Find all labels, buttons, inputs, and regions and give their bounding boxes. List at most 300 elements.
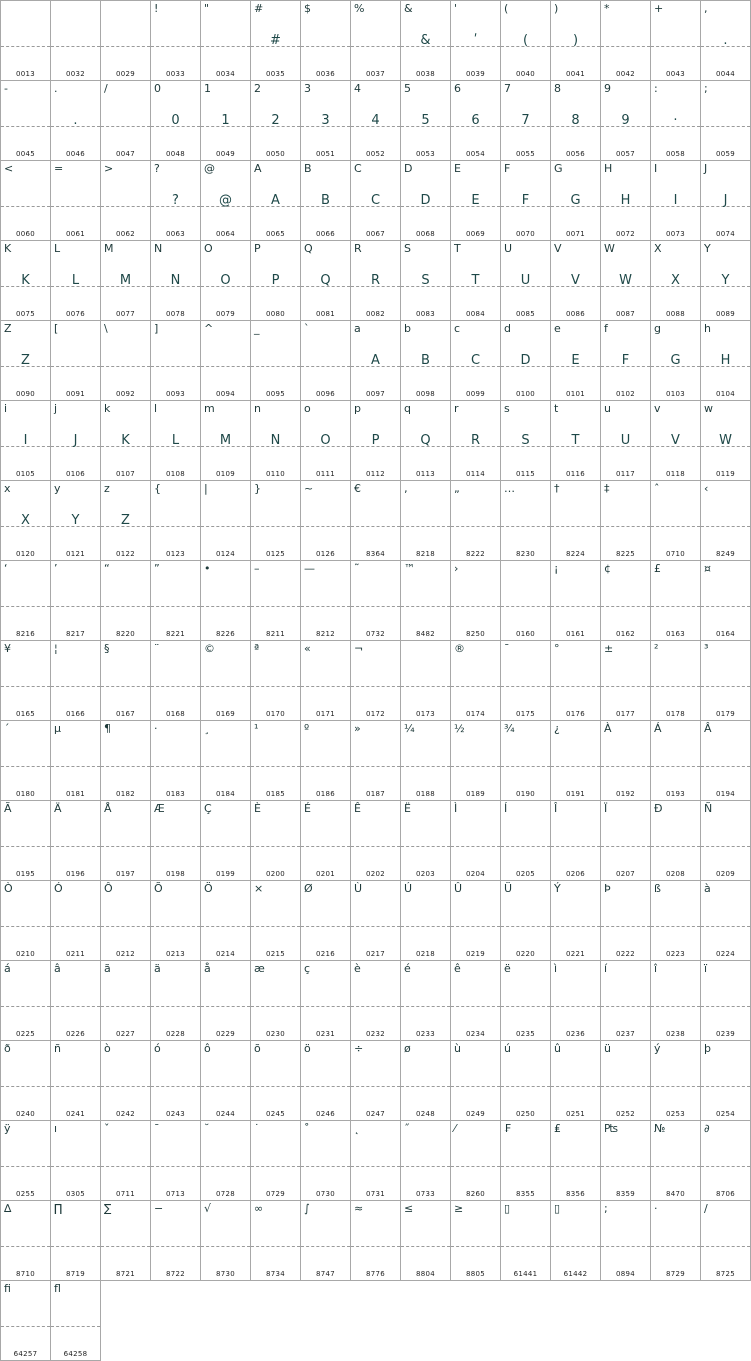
glyph-sample: N xyxy=(170,273,181,288)
baseline-divider xyxy=(451,526,500,527)
glyph-cell xyxy=(550,800,601,881)
char-code: 0104 xyxy=(715,390,735,398)
char-code: 0125 xyxy=(265,550,285,558)
char-code: 64257 xyxy=(13,1350,38,1358)
glyph-label: ‘ xyxy=(4,562,8,575)
baseline-divider xyxy=(51,846,100,847)
glyph-label: I xyxy=(654,162,658,175)
glyph-cell xyxy=(200,0,251,81)
glyph-cell xyxy=(700,400,751,481)
glyph-label: & xyxy=(404,2,413,15)
glyph-label: õ xyxy=(254,1042,261,1055)
glyph-label: ﬂ xyxy=(54,1282,61,1295)
glyph-label: Á xyxy=(654,722,662,735)
baseline-divider xyxy=(201,1086,250,1087)
glyph-label: ₧ xyxy=(604,1122,618,1135)
char-code: 8230 xyxy=(515,550,535,558)
char-code: 0200 xyxy=(265,870,285,878)
char-code: 0069 xyxy=(465,230,485,238)
char-code: 0052 xyxy=(365,150,385,158)
baseline-divider xyxy=(1,846,50,847)
glyph-sample: U xyxy=(520,273,531,288)
glyph-cell xyxy=(150,880,201,961)
glyph-label: º xyxy=(304,722,310,735)
glyph-sample: D xyxy=(420,193,431,208)
baseline-divider xyxy=(101,126,150,127)
glyph-sample: N xyxy=(270,433,281,448)
char-code: 0250 xyxy=(515,1110,535,1118)
glyph-cell xyxy=(150,1040,201,1121)
baseline-divider xyxy=(51,766,100,767)
glyph-label: 1 xyxy=(204,82,211,95)
glyph-cell xyxy=(300,640,351,721)
baseline-divider xyxy=(1,1246,50,1247)
glyph-cell xyxy=(400,160,451,241)
char-code: 0096 xyxy=(315,390,335,398)
glyph-sample: B xyxy=(421,353,430,368)
glyph-cell xyxy=(550,80,601,161)
glyph-label: T xyxy=(454,242,461,255)
char-code: 0039 xyxy=(465,70,485,78)
char-code: 0067 xyxy=(365,230,385,238)
baseline-divider xyxy=(151,526,200,527)
char-code: 0179 xyxy=(715,710,735,718)
char-code: 0169 xyxy=(215,710,235,718)
baseline-divider xyxy=(151,366,200,367)
glyph-cell xyxy=(500,480,551,561)
glyph-cell xyxy=(450,560,501,641)
char-code: 0029 xyxy=(115,70,135,78)
glyph-label: ¾ xyxy=(504,722,515,735)
glyph-label: j xyxy=(54,402,58,415)
char-code: 0088 xyxy=(665,310,685,318)
char-code: 0045 xyxy=(15,150,35,158)
glyph-sample: B xyxy=(321,193,330,208)
baseline-divider xyxy=(251,1006,300,1007)
glyph-label: ˙ xyxy=(254,1122,260,1135)
glyph-sample: C xyxy=(470,353,481,368)
char-code: 0086 xyxy=(565,310,585,318)
char-code: 0042 xyxy=(615,70,635,78)
baseline-divider xyxy=(601,1086,650,1087)
glyph-label: y xyxy=(54,482,61,495)
baseline-divider xyxy=(351,1086,400,1087)
glyph-label: ^ xyxy=(204,322,214,335)
baseline-divider xyxy=(551,926,600,927)
glyph-label: ß xyxy=(654,882,661,895)
char-code: 0211 xyxy=(65,950,85,958)
glyph-label: » xyxy=(354,722,361,735)
char-code: 0066 xyxy=(315,230,335,238)
glyph-cell xyxy=(600,960,651,1041)
glyph-cell xyxy=(100,960,151,1041)
baseline-divider xyxy=(601,1006,650,1007)
glyph-label: № xyxy=(654,1122,666,1135)
char-code: 0234 xyxy=(465,1030,485,1038)
char-code: 0187 xyxy=(365,790,385,798)
glyph-cell xyxy=(150,160,201,241)
glyph-sample: G xyxy=(570,193,581,208)
baseline-divider xyxy=(651,1086,700,1087)
glyph-label: - xyxy=(4,82,8,95)
glyph-cell xyxy=(300,1120,351,1201)
glyph-label: a xyxy=(354,322,361,335)
glyph-label: Ô xyxy=(104,882,113,895)
char-code: 0105 xyxy=(15,470,35,478)
glyph-cell xyxy=(300,1200,351,1281)
glyph-cell xyxy=(450,320,501,401)
glyph-sample: P xyxy=(371,433,380,448)
char-code: 0121 xyxy=(65,550,85,558)
glyph-cell xyxy=(250,960,301,1041)
glyph-label: Ç xyxy=(204,802,212,815)
char-code: 0161 xyxy=(565,630,585,638)
char-code: 0204 xyxy=(465,870,485,878)
glyph-label: Å xyxy=(104,802,112,815)
glyph-cell xyxy=(400,480,451,561)
glyph-label: ∂ xyxy=(704,1122,710,1135)
baseline-divider xyxy=(651,686,700,687)
char-code: 0100 xyxy=(515,390,535,398)
char-code: 0245 xyxy=(265,1110,285,1118)
glyph-cell xyxy=(550,400,601,481)
char-code: 0124 xyxy=(215,550,235,558)
glyph-cell xyxy=(450,160,501,241)
glyph-cell xyxy=(250,80,301,161)
char-code: 0255 xyxy=(15,1190,35,1198)
glyph-cell xyxy=(250,320,301,401)
glyph-label: . xyxy=(54,82,58,95)
glyph-sample: 0 xyxy=(171,113,180,128)
glyph-label: O xyxy=(204,242,213,255)
char-code: 0061 xyxy=(65,230,85,238)
baseline-divider xyxy=(401,846,450,847)
baseline-divider xyxy=(301,1246,350,1247)
char-code: 0164 xyxy=(715,630,735,638)
baseline-divider xyxy=(701,1166,750,1167)
glyph-label: v xyxy=(654,402,661,415)
glyph-label: N xyxy=(154,242,163,255)
glyph-cell xyxy=(250,160,301,241)
char-code: 0209 xyxy=(715,870,735,878)
baseline-divider xyxy=(701,1006,750,1007)
glyph-label: Æ xyxy=(154,802,165,815)
glyph-label: ? xyxy=(154,162,160,175)
glyph-cell xyxy=(100,240,151,321)
glyph-label: ó xyxy=(154,1042,161,1055)
glyph-label: ˝ xyxy=(404,1122,410,1135)
char-code: 0189 xyxy=(465,790,485,798)
glyph-cell xyxy=(600,800,651,881)
glyph-label: ñ xyxy=(54,1042,61,1055)
glyph-cell xyxy=(600,320,651,401)
char-code: 0092 xyxy=(115,390,135,398)
glyph-label: D xyxy=(404,162,413,175)
glyph-label: = xyxy=(54,162,64,175)
glyph-label: ð xyxy=(4,1042,11,1055)
char-code: 0212 xyxy=(115,950,135,958)
glyph-label: − xyxy=(154,1202,164,1215)
glyph-cell xyxy=(500,400,551,481)
glyph-cell xyxy=(150,720,201,801)
glyph-label: 5 xyxy=(404,82,411,95)
glyph-label: A xyxy=(254,162,262,175)
glyph-label: Ê xyxy=(354,802,361,815)
baseline-divider xyxy=(401,606,450,607)
glyph-cell xyxy=(100,1040,151,1121)
char-code: 0216 xyxy=(315,950,335,958)
char-code: 0710 xyxy=(665,550,685,558)
glyph-cell xyxy=(600,640,651,721)
glyph-cell xyxy=(650,960,701,1041)
glyph-cell xyxy=(700,0,751,81)
char-code: 8364 xyxy=(365,550,385,558)
glyph-cell xyxy=(500,320,551,401)
char-code: 0036 xyxy=(315,70,335,78)
glyph-label: Ì xyxy=(454,802,458,815)
char-code: 0107 xyxy=(115,470,135,478)
glyph-sample: S xyxy=(421,273,430,288)
glyph-cell xyxy=(550,240,601,321)
glyph-cell xyxy=(150,240,201,321)
glyph-label: h xyxy=(704,322,711,335)
glyph-label: 0 xyxy=(154,82,161,95)
glyph-cell xyxy=(700,240,751,321)
glyph-cell xyxy=(600,240,651,321)
baseline-divider xyxy=(151,1246,200,1247)
glyph-cell xyxy=(650,560,701,641)
baseline-divider xyxy=(1,766,50,767)
char-code: 0117 xyxy=(615,470,635,478)
char-code: 0049 xyxy=(215,150,235,158)
glyph-label: ¿ xyxy=(554,722,560,735)
glyph-cell xyxy=(450,80,501,161)
char-code: 8730 xyxy=(215,1270,235,1278)
char-code: 0192 xyxy=(615,790,635,798)
baseline-divider xyxy=(101,766,150,767)
glyph-cell xyxy=(500,1040,551,1121)
glyph-cell xyxy=(650,160,701,241)
baseline-divider xyxy=(701,606,750,607)
glyph-cell xyxy=(300,80,351,161)
glyph-sample: H xyxy=(720,353,731,368)
glyph-cell xyxy=(0,720,51,801)
glyph-label: ¹ xyxy=(254,722,259,735)
glyph-label: ∕ xyxy=(704,1202,708,1215)
baseline-divider xyxy=(501,526,550,527)
glyph-cell xyxy=(50,880,101,961)
baseline-divider xyxy=(501,606,550,607)
char-code: 0178 xyxy=(665,710,685,718)
char-code: 0080 xyxy=(265,310,285,318)
char-code: 0073 xyxy=(665,230,685,238)
glyph-label: ° xyxy=(554,642,560,655)
baseline-divider xyxy=(451,1086,500,1087)
char-code: 0202 xyxy=(365,870,385,878)
glyph-cell xyxy=(250,720,301,801)
glyph-cell xyxy=(200,400,251,481)
glyph-cell xyxy=(150,1200,201,1281)
glyph-label: * xyxy=(604,2,610,15)
glyph-label: – xyxy=(254,562,260,575)
glyph-cell xyxy=(0,1280,51,1361)
glyph-cell xyxy=(0,800,51,881)
glyph-cell xyxy=(250,800,301,881)
glyph-cell xyxy=(50,160,101,241)
char-code: 0110 xyxy=(265,470,285,478)
glyph-label: R xyxy=(354,242,362,255)
glyph-label: µ xyxy=(54,722,61,735)
char-code: 0098 xyxy=(415,390,435,398)
glyph-cell xyxy=(450,1120,501,1201)
glyph-cell xyxy=(600,1200,651,1281)
char-code: 0711 xyxy=(115,1190,135,1198)
char-code: 0058 xyxy=(665,150,685,158)
baseline-divider xyxy=(351,1006,400,1007)
glyph-cell xyxy=(350,240,401,321)
glyph-label: , xyxy=(704,2,708,15)
char-code: 0115 xyxy=(515,470,535,478)
char-code: 64258 xyxy=(63,1350,88,1358)
glyph-cell xyxy=(600,400,651,481)
baseline-divider xyxy=(451,686,500,687)
glyph-label: ü xyxy=(604,1042,611,1055)
glyph-label: ˉ xyxy=(154,1122,160,1135)
glyph-cell xyxy=(700,160,751,241)
char-code: 8216 xyxy=(15,630,35,638)
glyph-cell xyxy=(600,720,651,801)
baseline-divider xyxy=(201,686,250,687)
glyph-cell xyxy=(0,240,51,321)
glyph-cell xyxy=(350,640,401,721)
char-code: 0190 xyxy=(515,790,535,798)
glyph-cell xyxy=(350,720,401,801)
glyph-label: ₤ xyxy=(554,1122,561,1135)
baseline-divider xyxy=(301,686,350,687)
glyph-label: \ xyxy=(104,322,108,335)
glyph-label: Î xyxy=(554,802,558,815)
glyph-label: ‚ xyxy=(404,482,408,495)
char-code: 0188 xyxy=(415,790,435,798)
char-code: 8220 xyxy=(115,630,135,638)
glyph-label: — xyxy=(304,562,315,575)
glyph-label: ~ xyxy=(304,482,314,495)
glyph-label: ≤ xyxy=(404,1202,414,1215)
glyph-label: Í xyxy=(504,802,508,815)
glyph-cell xyxy=(550,160,601,241)
char-code: 0056 xyxy=(565,150,585,158)
glyph-label: x xyxy=(4,482,11,495)
glyph-cell xyxy=(650,400,701,481)
glyph-cell xyxy=(300,160,351,241)
baseline-divider xyxy=(551,1006,600,1007)
glyph-cell xyxy=(200,240,251,321)
baseline-divider xyxy=(101,606,150,607)
baseline-divider xyxy=(551,1086,600,1087)
glyph-label: Y xyxy=(704,242,711,255)
char-code: 0186 xyxy=(315,790,335,798)
char-code: 0196 xyxy=(65,870,85,878)
glyph-label: : xyxy=(654,82,658,95)
char-code: 0106 xyxy=(65,470,85,478)
baseline-divider xyxy=(401,1086,450,1087)
glyph-label: þ xyxy=(704,1042,711,1055)
glyph-cell xyxy=(500,160,551,241)
glyph-cell xyxy=(600,1040,651,1121)
char-code: 0162 xyxy=(615,630,635,638)
baseline-divider xyxy=(351,46,400,47)
baseline-divider xyxy=(51,206,100,207)
glyph-sample: V xyxy=(571,273,580,288)
glyph-label: ˘ xyxy=(204,1122,210,1135)
glyph-label: ˆ xyxy=(654,482,660,495)
glyph-cell xyxy=(200,1040,251,1121)
glyph-cell xyxy=(350,0,401,81)
char-code: 0166 xyxy=(65,710,85,718)
glyph-label: Ò xyxy=(4,882,13,895)
char-code: 0123 xyxy=(165,550,185,558)
char-code: 8734 xyxy=(265,1270,285,1278)
glyph-cell xyxy=(150,80,201,161)
char-code: 0173 xyxy=(415,710,435,718)
char-code: 0230 xyxy=(265,1030,285,1038)
glyph-cell xyxy=(50,1280,101,1361)
glyph-cell xyxy=(450,240,501,321)
baseline-divider xyxy=(201,766,250,767)
baseline-divider xyxy=(1,1166,50,1167)
glyph-cell xyxy=(700,960,751,1041)
glyph-label: q xyxy=(404,402,411,415)
glyph-cell xyxy=(350,880,401,961)
glyph-label: ÿ xyxy=(4,1122,11,1135)
glyph-label: / xyxy=(104,82,108,95)
char-code: 0078 xyxy=(165,310,185,318)
char-code: 8225 xyxy=(615,550,635,558)
glyph-cell xyxy=(550,1040,601,1121)
char-code: 8729 xyxy=(665,1270,685,1278)
glyph-sample: A xyxy=(371,353,380,368)
glyph-cell xyxy=(700,640,751,721)
char-code: 8356 xyxy=(565,1190,585,1198)
glyph-label: £ xyxy=(654,562,661,575)
baseline-divider xyxy=(201,846,250,847)
char-code: 0207 xyxy=(615,870,635,878)
baseline-divider xyxy=(1,126,50,127)
glyph-label: ∆ xyxy=(4,1202,12,1215)
glyph-label: ≥ xyxy=(454,1202,464,1215)
baseline-divider xyxy=(1,606,50,607)
glyph-cell xyxy=(400,80,451,161)
baseline-divider xyxy=(401,1006,450,1007)
baseline-divider xyxy=(551,1246,600,1247)
glyph-label: √ xyxy=(204,1202,212,1215)
char-code: 0060 xyxy=(15,230,35,238)
baseline-divider xyxy=(101,686,150,687)
glyph-cell xyxy=(100,1200,151,1281)
glyph-cell xyxy=(400,960,451,1041)
glyph-cell xyxy=(550,720,601,801)
baseline-divider xyxy=(1,206,50,207)
baseline-divider xyxy=(651,926,700,927)
glyph-cell xyxy=(650,0,701,81)
baseline-divider xyxy=(1,1086,50,1087)
glyph-cell xyxy=(200,1200,251,1281)
baseline-divider xyxy=(451,1006,500,1007)
glyph-sample: E xyxy=(471,193,480,208)
glyph-label: e xyxy=(554,322,561,335)
glyph-sample: 5 xyxy=(421,113,430,128)
glyph-sample: J xyxy=(73,433,78,448)
